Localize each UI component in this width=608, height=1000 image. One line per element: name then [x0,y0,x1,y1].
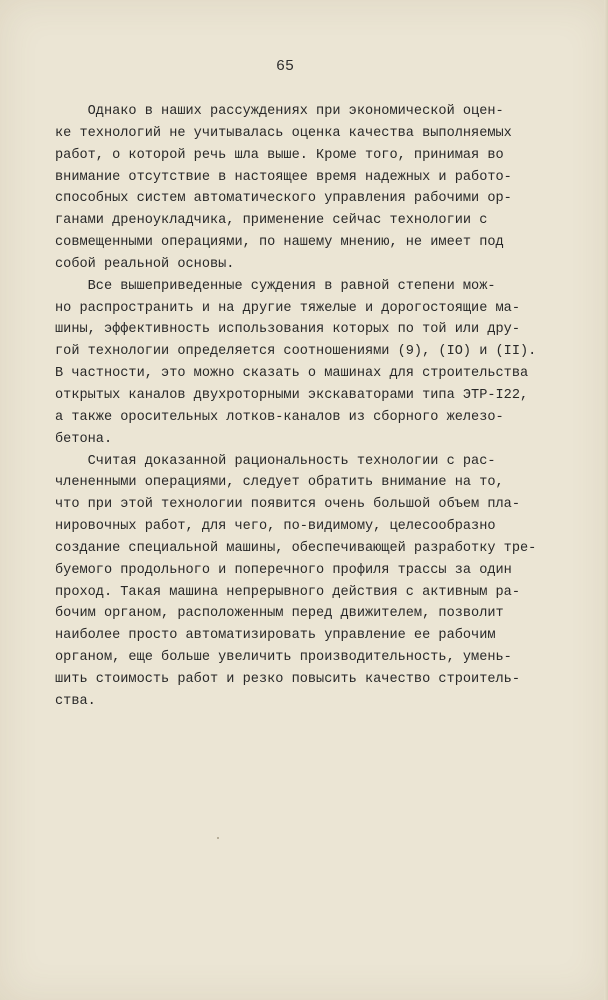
paper-speck [217,837,219,839]
text-line: открытых каналов двухроторными экскаваторами типа ЭТР-I22, [55,387,529,403]
text-line: наиболее просто автоматизировать управление ее рабочим [55,628,496,644]
text-line: работ, о которой речь шла выше. Кроме того, принимая во [55,147,504,163]
body-text [55,101,565,713]
text-line: органом, еще больше увеличить производительность, умень- [55,650,512,666]
text-line: шины, эффективность использования которых по той или дру- [55,322,520,338]
text-line: а также оросительных лотков-каналов из сборного железо- [55,409,504,425]
text-line: но распространить и на другие тяжелые и дорогостоящие ма- [55,300,520,316]
page-number: 65 [275,58,294,75]
text-line: создание специальной машины, обеспечивающей разработку тре- [55,540,537,556]
text-line: члененными операциями, следует обратить внимание на то, [55,475,504,491]
text-line: В частности, это можно сказать о машинах для строительства [55,366,529,382]
text-line: шить стоимость работ и резко повысить качество строитель- [55,671,520,687]
text-line: гой технологии определяется соотношениями (9), (IO) и (II). [55,344,537,360]
text-line: внимание отсутствие в настоящее время надежных и работо- [55,169,512,185]
text-line: что при этой технологии появится очень большой объем пла- [55,497,520,513]
text-line: совмещенными операциями, по нашему мнению, не имеет под [55,235,504,251]
text-line: буемого продольного и поперечного профиля трассы за один [55,562,512,578]
text-line: ства. [55,693,96,709]
text-line: бетона. [55,431,113,447]
text-line: нировочных работ, для чего, по-видимому, целесообразно [55,519,496,535]
page-edge [604,0,608,1000]
text-line: собой реальной основы. [55,256,235,272]
text-line: бочим органом, расположенным перед движителем, позволит [55,606,504,622]
text-line: ке технологий не учитывалась оценка качества выполняемых [55,125,512,141]
text-line: проход. Такая машина непрерывного действия с активным ра- [55,584,520,600]
text-line: Однако в наших рассуждениях при экономической оцен- [55,104,504,119]
text-line: способных систем автоматического управления рабочими ор- [55,191,512,207]
text-line: Считая доказанной рациональность технологии с рас- [55,453,496,469]
text-line: Все вышеприведенные суждения в равной степени мож- [55,278,496,294]
text-line: ганами дреноукладчика, применение сейчас технологии с [55,213,488,229]
